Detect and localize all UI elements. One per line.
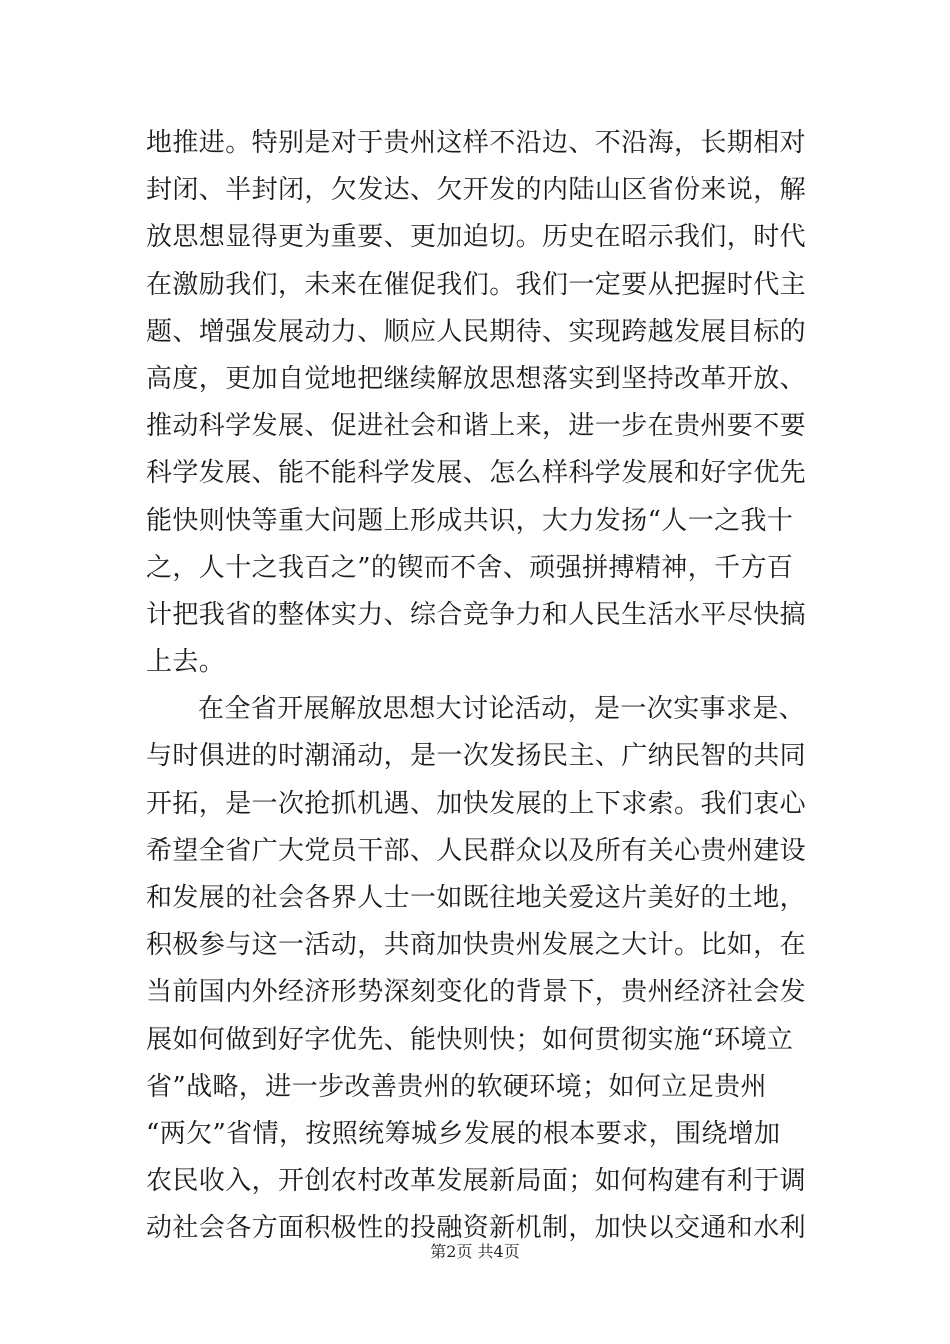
text-line: 高度，更加自觉地把继续解放思想落实到坚持改革开放、 <box>146 363 807 394</box>
text-line: “两欠”省情，按照统筹城乡发展的根本要求，围绕增加 <box>146 1118 781 1149</box>
text-line: 与时俱进的时潮涌动，是一次发扬民主、广纳民智的共同 <box>146 741 807 772</box>
text-line: 计把我省的整体实力、综合竞争力和人民生活水平尽快搞 <box>146 599 807 630</box>
text-line: 动社会各方面积极性的投融资新机制，加快以交通和水利 <box>146 1213 807 1244</box>
text-line: 上去。 <box>146 647 226 678</box>
body-text <box>146 120 810 1253</box>
paragraph-start-line: 在全省开展解放思想大讨论活动，是一次实事求是、 <box>198 694 806 725</box>
text-line: 科学发展、能不能科学发展、怎么样科学发展和好字优先 <box>146 458 807 489</box>
text-line: 在激励我们，未来在催促我们。我们一定要从把握时代主 <box>146 269 807 300</box>
text-line: 封闭、半封闭，欠发达、欠开发的内陆山区省份来说，解 <box>146 175 807 206</box>
text-line: 开拓，是一次抢抓机遇、加快发展的上下求索。我们衷心 <box>146 788 807 819</box>
text-line: 省”战略，进一步改善贵州的软硬环境；如何立足贵州 <box>146 1071 767 1102</box>
text-line: 和发展的社会各界人士一如既往地关爱这片美好的土地， <box>146 883 807 913</box>
text-line: 积极参与这一活动，共商加快贵州发展之大计。比如，在 <box>146 930 807 961</box>
text-line: 希望全省广大党员干部、人民群众以及所有关心贵州建设 <box>146 835 807 866</box>
text-line: 之，人十之我百之”的锲而不舍、顽强拼搏精神，千方百 <box>146 552 794 583</box>
text-line: 地推进。特别是对于贵州这样不沿边、不沿海，长期相对 <box>146 128 807 158</box>
text-line: 农民收入，开创农村改革发展新局面；如何构建有利于调 <box>146 1166 807 1197</box>
text-line: 推动科学发展、促进社会和谐上来，进一步在贵州要不要 <box>146 411 807 442</box>
text-line: 展如何做到好字优先、能快则快；如何贯彻实施“环境立 <box>146 1024 794 1055</box>
text-line: 题、增强发展动力、顺应人民期待、实现跨越发展目标的 <box>146 316 807 347</box>
page-number-footer: 第2页 共4页 <box>430 1242 520 1261</box>
text-line: 当前国内外经济形势深刻变化的背景下，贵州经济社会发 <box>146 977 807 1008</box>
text-line: 能快则快等重大问题上形成共识，大力发扬“人一之我十 <box>146 505 794 536</box>
text-line: 放思想显得更为重要、更加迫切。历史在昭示我们，时代 <box>146 222 807 253</box>
